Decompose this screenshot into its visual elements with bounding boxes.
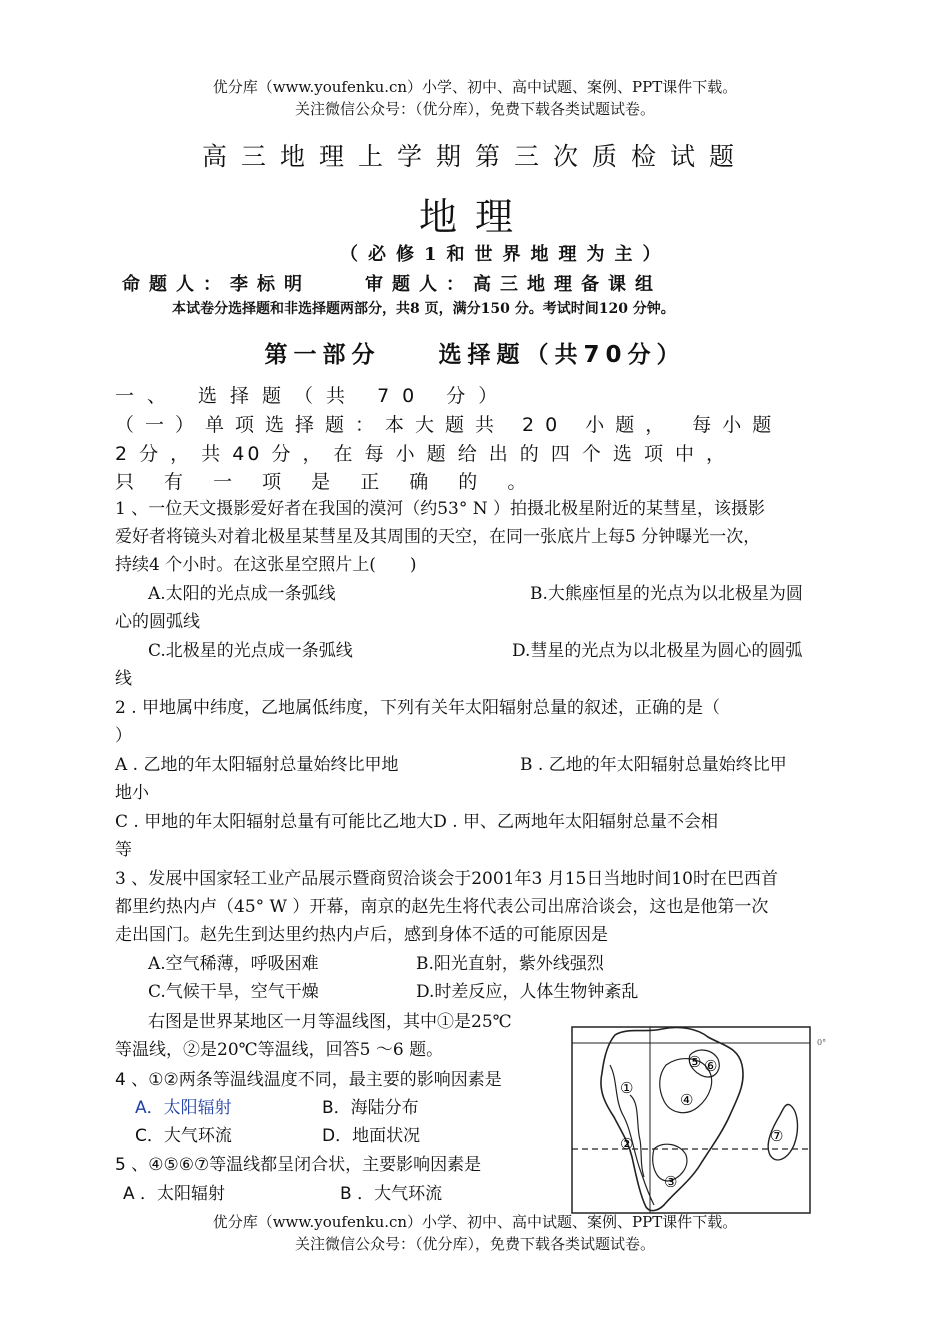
q1-option-b: B.大熊座恒星的光点为以北极星为圆 [530,584,803,604]
q1-option-c: C.北极星的光点成一条弧线 [148,641,353,661]
q2-option-d-cont: 等 [115,840,132,860]
q1-option-b-cont: 心的圆弧线 [115,612,200,632]
exam-subtitle: （必修1和世界地理为主） [340,244,671,265]
map-label-2: ② [620,1135,634,1153]
footer-line-2: 关注微信公众号：（优分库），免费下载各类试题试卷。 [294,1235,655,1253]
q3-option-b: B.阳光直射，紫外线强烈 [416,954,604,974]
q4-option-b: B．海陆分布 [322,1098,419,1118]
part-heading: 一、 选择题（共 70 分） [115,385,511,407]
q2-line-1: 2 . 甲地属中纬度，乙地属低纬度，下列有关年太阳辐射总量的叙述，正确的是（ [115,698,721,718]
map-label-3: ③ [664,1173,678,1191]
q4-stem: 4 、①②两条等温线温度不同，最主要的影响因素是 [115,1070,502,1090]
subject-title: 地理 [418,195,531,239]
map-intro-2: 等温线，②是20℃等温线，回答5 ～6 题。 [115,1040,444,1060]
q5-stem: 5 、④⑤⑥⑦等温线都呈闭合状，主要影响因素是 [115,1155,482,1175]
q4-option-a: A．太阳辐射 [135,1098,232,1118]
q3-line-3: 走出国门。赵先生到达里约热内卢后，感到身体不适的可能原因是 [115,925,608,945]
single-choice-intro-1: （一）单项选择题：本大题共 20 小题， 每小题 [115,414,783,436]
q2-line-2: ） [115,726,132,746]
map-label-5: ⑤ [688,1053,702,1071]
q1-line-2: 爱好者将镜头对着北极星某彗星及其周围的天空，在同一张底片上每5 分钟曝光一次， [115,527,761,547]
exam-note: 本试卷分选择题和非选择题两部分，共8 页，满分150 分。考试时间120 分钟。 [172,301,675,317]
q2-option-a: A . 乙地的年太阳辐射总量始终比甲地 [115,755,399,775]
map-label-6: ⑥ [704,1057,718,1075]
q2-option-cd: C . 甲地的年太阳辐射总量有可能比乙地大D . 甲、乙两地年太阳辐射总量不会相 [115,812,719,832]
q4-option-d: D．地面状况 [322,1126,421,1146]
q1-option-d-cont: 线 [115,669,132,689]
q5-option-b: B ．大气环流 [340,1184,443,1204]
author-line: 命题人：李标明 审题人：高三地理备课组 [122,274,662,295]
single-choice-intro-2: 2 分 ， 共 40 分 ， 在 每 小 题 给 出 的 四 个 选 项 中 ， [115,443,729,465]
map-intro-1: 右图是世界某地区一月等温线图，其中①是25℃ [148,1012,512,1032]
q2-option-b: B . 乙地的年太阳辐射总量始终比甲 [520,755,787,775]
header-line-2: 关注微信公众号：（优分库），免费下载各类试题试卷。 [294,100,655,118]
q2-option-b-cont: 地小 [115,783,149,803]
q3-line-2: 都里约热内卢（45° W ）开幕，南京的赵先生将代表公司出席洽谈会，这也是他第一次 [115,897,769,917]
footer-line-1: 优分库（www.youfenku.cn）小学、初中、高中试题、案例、PPT课件下载。 [212,1213,738,1231]
q1-line-1: 1 、一位天文摄影爱好者在我国的漠河（约53° N ）拍摄北极星附近的某彗星，该摄影 [115,499,766,519]
q5-option-a: A ．太阳辐射 [123,1184,226,1204]
q1-option-a: A.太阳的光点成一条弧线 [148,584,336,604]
header-line-1: 优分库（www.youfenku.cn）小学、初中、高中试题、案例、PPT课件下载。 [212,78,738,96]
section-title: 第一部分 选择题（共70分） [264,342,686,368]
q3-option-d: D.时差反应，人体生物钟紊乱 [416,982,639,1002]
q3-option-a: A.空气稀薄，呼吸困难 [148,954,319,974]
q3-line-1: 3 、发展中国家轻工业产品展示暨商贸洽谈会于2001年3 月15日当地时间10时在巴西首 [115,869,778,889]
map-degree-label: 0° [817,1038,827,1047]
q1-line-3: 持续4 个小时。在这张星空照片上( ) [115,555,417,575]
map-label-1: ① [620,1079,634,1097]
exam-title: 高三地理上学期第三次质检试题 [201,142,748,171]
isotherm-map [570,1025,827,1215]
map-label-7: ⑦ [770,1127,784,1145]
q1-option-d: D.彗星的光点为以北极星为圆心的圆弧 [512,641,803,661]
map-label-4: ④ [680,1091,694,1109]
q4-option-c: C．大气环流 [135,1126,232,1146]
q3-option-c: C.气候干旱，空气干燥 [148,982,319,1002]
single-choice-intro-3: 只 有 一 项 是 正 确 的 。 [115,471,539,493]
